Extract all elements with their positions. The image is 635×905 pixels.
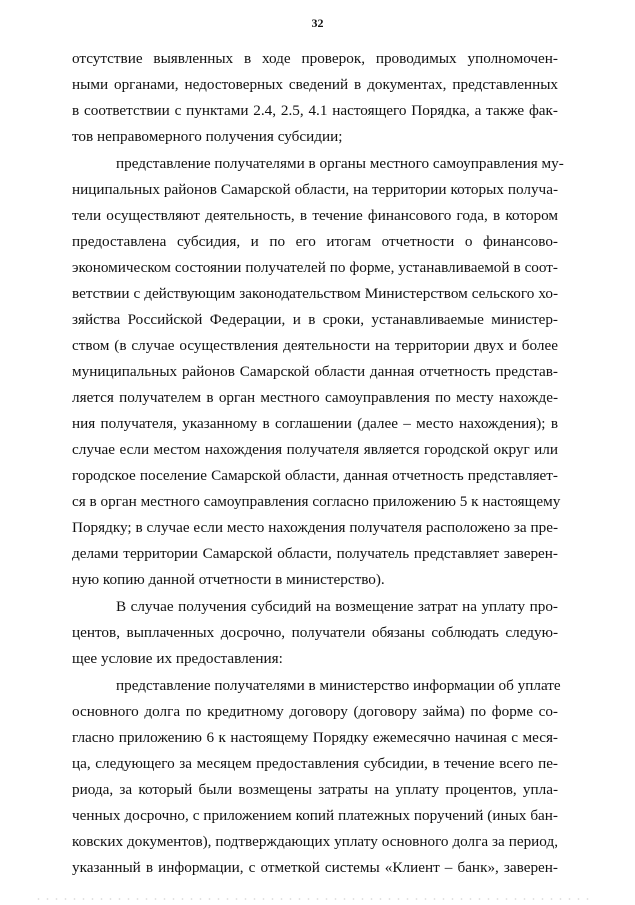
text-line: ными органами, недостоверных сведений в документах, представленных — [72, 76, 558, 93]
text-line: муниципальных районов Самарской области данная отчетность представ- — [72, 363, 558, 380]
scan-noise — [34, 897, 594, 901]
text-line: ся в орган местного самоуправления согласно приложению 5 к настоящему — [72, 493, 561, 510]
text-line: ветствии с действующим законодательством Министерством сельского хо- — [72, 285, 558, 302]
text-line: риода, за который были возмещены затраты на уплату процентов, упла- — [72, 781, 558, 798]
text-line: случае если местом нахождения получателя является городской округ или — [72, 441, 558, 458]
page-number: 32 — [311, 16, 324, 30]
text-line: Порядку; в случае если место нахождения получателя расположено за пре- — [72, 519, 558, 536]
text-line: ченных досрочно, с приложением копий платежных поручений (иных бан- — [72, 807, 558, 824]
text-line: тели осуществляют деятельность, в течение финансового года, в котором — [72, 207, 558, 224]
text-line: отсутствие выявленных в ходе проверок, проводимых уполномочен- — [72, 50, 558, 67]
text-line: экономическом состоянии получателей по форме, устанавливаемой в соот- — [72, 259, 558, 276]
text-line: делами территории Самарской области, получатель представляет заверен- — [72, 545, 558, 562]
text-line: городское поселение Самарской области, данная отчетность представляет- — [72, 467, 558, 484]
text-line: основного долга по кредитному договору (договору займа) по форме со- — [72, 703, 558, 720]
text-line: в соответствии с пунктами 2.4, 2.5, 4.1 настоящего Порядка, а также фак- — [72, 102, 558, 119]
text-line: ния получателя, указанному в соглашении (далее – место нахождения); в — [72, 415, 558, 432]
text-line: указанный в информации, с отметкой системы «Клиент – банк», заверен- — [72, 859, 558, 876]
paragraph-first-line: представление получателями в органы местного самоуправления му- — [116, 155, 564, 172]
text-line: ством (в случае осуществления деятельности на территории двух и более — [72, 337, 558, 354]
text-line: предоставлена субсидия, и по его итогам отчетности о финансово- — [72, 233, 558, 250]
text-line: зяйства Российской Федерации, и в сроки, устанавливаемые министер- — [72, 311, 558, 328]
text-line: щее условие их предоставления: — [72, 650, 283, 667]
text-line: ца, следующего за месяцем предоставления субсидии, в течение всего пе- — [72, 755, 558, 772]
text-line: ную копию данной отчетности в министерство). — [72, 571, 385, 588]
paragraph-first-line: представление получателями в министерство информации об уплате — [116, 677, 561, 694]
text-line: ниципальных районов Самарской области, на территории которых получа- — [72, 181, 558, 198]
text-line: гласно приложению 6 к настоящему Порядку ежемесячно начиная с меся- — [72, 729, 558, 746]
text-line: тов неправомерного получения субсидии; — [72, 128, 343, 145]
text-line: центов, выплаченных досрочно, получатели обязаны соблюдать следую- — [72, 624, 558, 641]
text-line: ляется получателем в орган местного самоуправления по месту нахожде- — [72, 389, 558, 406]
paragraph-first-line: В случае получения субсидий на возмещение затрат на уплату про- — [116, 598, 558, 615]
text-line: ковских документов), подтверждающих уплату основного долга за период, — [72, 833, 558, 850]
